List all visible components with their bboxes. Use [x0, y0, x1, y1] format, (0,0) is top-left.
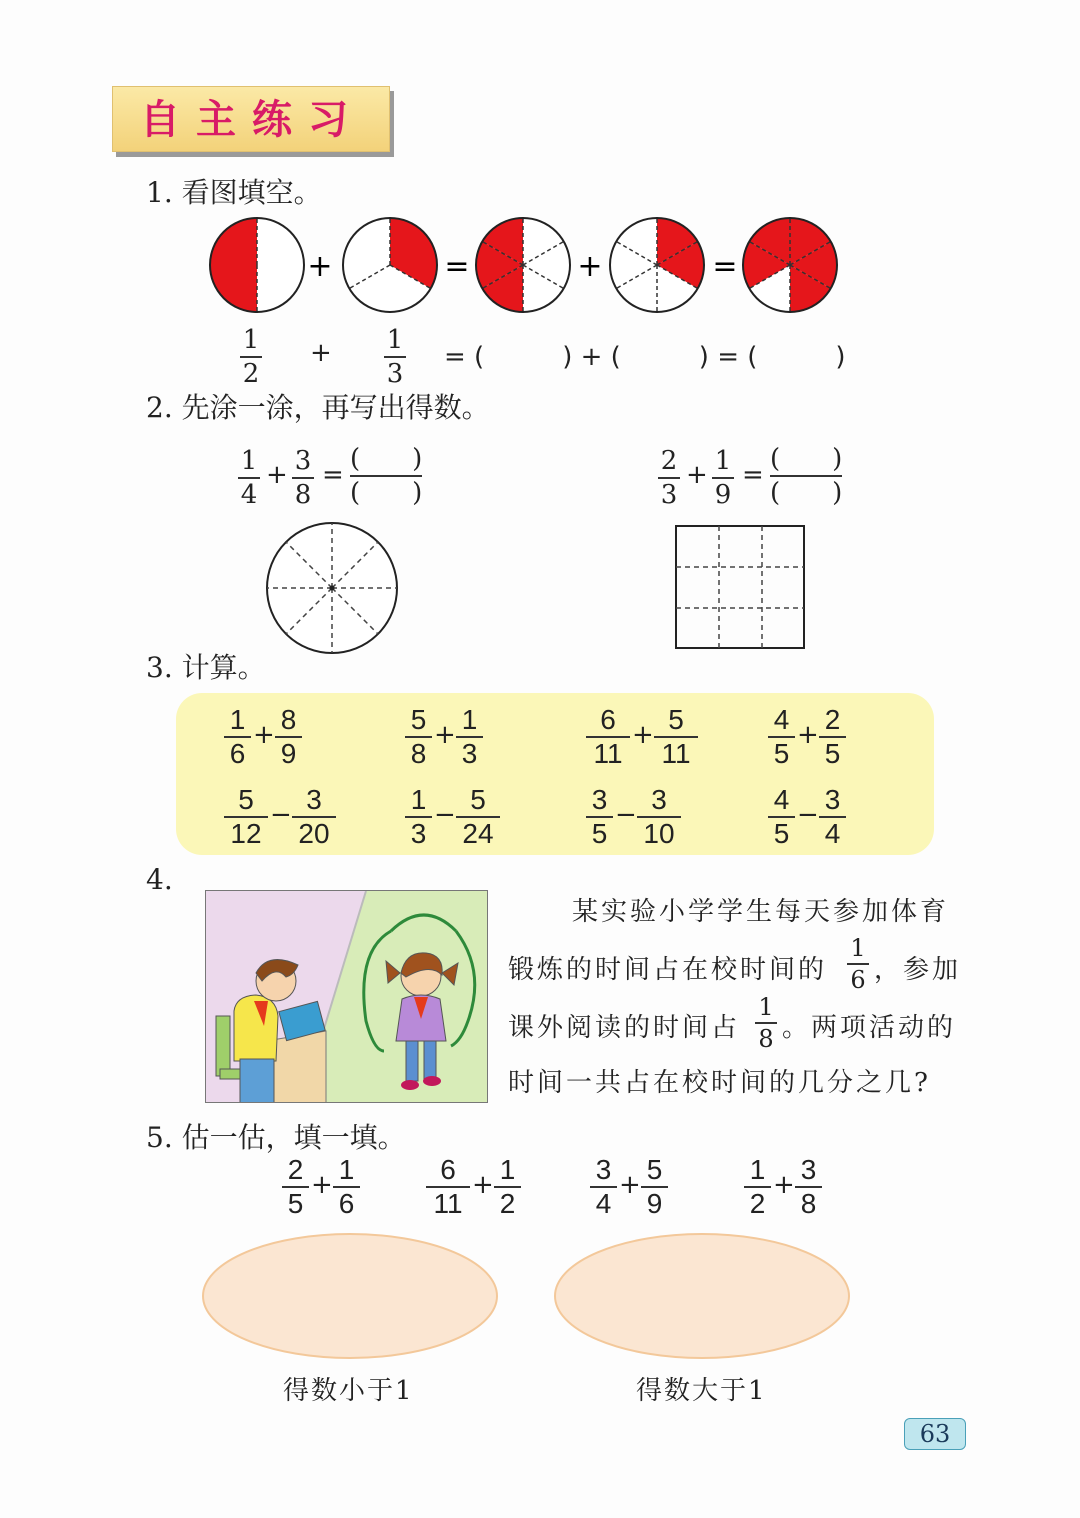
q3-row1-fraction-b: 2 5	[819, 706, 846, 768]
q4-text-line-3-start: 课外阅读的时间占	[508, 1013, 741, 1043]
q3-row2-fraction-b: 3 4	[819, 786, 846, 848]
q5-fraction-a: 1 2	[744, 1156, 771, 1218]
q1-fraction-one-half: 1 2	[240, 327, 262, 387]
q2-left-frac-a: 1 4	[238, 448, 260, 508]
q1-circle-sixths-a	[476, 218, 570, 312]
q5-fraction-b: 1 2	[494, 1156, 521, 1218]
q4-fraction-one-sixth: 1 6	[847, 936, 869, 992]
q5-fraction-b: 3 8	[795, 1156, 822, 1218]
q2-right-equals: =	[742, 460, 764, 490]
plus-sign: +	[577, 249, 603, 284]
q2-eighths-circle[interactable]	[262, 518, 402, 658]
question-1-label: 1. 看图填空。	[146, 176, 322, 209]
q2-ninths-grid[interactable]	[674, 524, 808, 652]
plus-sign: +	[797, 720, 819, 750]
q4-text-line-4: 时间一共占在校时间的几分之几?	[508, 1068, 931, 1098]
q3-row1-fraction-a: 5 8	[405, 706, 432, 768]
plus-sign: +	[307, 249, 333, 284]
q3-row1-fraction-b: 5 11	[654, 706, 698, 768]
q2-left-frac-b: 3 8	[292, 448, 314, 508]
q5-fraction-a: 2 5	[282, 1156, 309, 1218]
question-3-label: 3. 计算。	[146, 651, 266, 684]
q3-row2-fraction-a: 5 12	[224, 786, 268, 848]
minus-sign: −	[797, 800, 819, 830]
plus-sign: +	[434, 720, 456, 750]
minus-sign: −	[434, 800, 456, 830]
q2-left-equals: =	[322, 460, 344, 490]
q3-row2-fraction-a: 1 3	[405, 786, 432, 848]
q3-row2-fraction-a: 3 5	[586, 786, 613, 848]
q5-fraction-b: 5 9	[641, 1156, 668, 1218]
q2-right-plus: +	[686, 460, 708, 490]
equals-sign: =	[712, 249, 738, 284]
q2-left-answer[interactable]: ( ) ( )	[350, 444, 423, 508]
plus-sign: +	[632, 720, 654, 750]
q3-row1-fraction-a: 4 5	[768, 706, 795, 768]
q1-answer-blanks: = ( ) + ( ) = ( )	[444, 342, 846, 372]
q3-row1-fraction-a: 6 11	[586, 706, 630, 768]
q2-right-frac-b: 1 9	[712, 448, 734, 508]
q3-row2-fraction-b: 3 20	[292, 786, 336, 848]
q1-plus: +	[310, 338, 332, 368]
reading-and-rope-skipping-illustration	[205, 890, 488, 1103]
q4-text-line-1: 某实验小学学生每天参加体育	[572, 897, 950, 927]
q3-row1-fraction-a: 1 6	[224, 706, 251, 768]
q1-fraction-one-third: 1 3	[384, 327, 406, 387]
q5-fraction-b: 1 6	[333, 1156, 360, 1218]
shaded-wedge	[210, 218, 257, 312]
q4-text-line-2-end: ，参加	[874, 955, 962, 985]
q5-fraction-a: 6 11	[426, 1156, 470, 1218]
minus-sign: −	[270, 800, 292, 830]
question-4-label: 4.	[146, 863, 173, 896]
answer-less-than-one-ellipse[interactable]	[200, 1232, 500, 1362]
less-than-one-label: 得数小于1	[283, 1376, 414, 1406]
q4-text-line-3-end: 。两项活动的	[782, 1013, 957, 1043]
question-5-label: 5. 估一估，填一填。	[146, 1121, 406, 1154]
plus-sign: +	[619, 1170, 641, 1200]
q1-circle-sixths-b	[610, 218, 704, 312]
q1-circle-third	[343, 218, 437, 312]
answer-greater-than-one-ellipse[interactable]	[552, 1232, 852, 1362]
q3-row2-fraction-a: 4 5	[768, 786, 795, 848]
q4-fraction-one-eighth: 1 8	[755, 995, 777, 1051]
q3-row1-fraction-b: 1 3	[456, 706, 483, 768]
plus-sign: +	[311, 1170, 333, 1200]
question-2-label: 2. 先涂一涂，再写出得数。	[146, 391, 490, 424]
q1-circle-sixths-c	[743, 218, 837, 312]
plus-sign: +	[773, 1170, 795, 1200]
greater-than-one-label: 得数大于1	[636, 1376, 767, 1406]
minus-sign: −	[615, 800, 637, 830]
q3-row2-fraction-b: 3 10	[637, 786, 681, 848]
plus-sign: +	[253, 720, 275, 750]
equals-sign: =	[444, 249, 470, 284]
q2-left-plus: +	[266, 460, 288, 490]
section-title: 自主练习	[140, 97, 364, 143]
q5-fraction-a: 3 4	[590, 1156, 617, 1218]
q2-right-answer[interactable]: ( ) ( )	[770, 444, 843, 508]
page-number: 63	[904, 1418, 966, 1450]
q1-circle-half	[210, 218, 304, 312]
q3-row1-fraction-b: 8 9	[275, 706, 302, 768]
q2-right-frac-a: 2 3	[658, 448, 680, 508]
q4-text-line-2-start: 锻炼的时间占在校时间的	[508, 955, 828, 985]
q1-circle-diagram	[200, 210, 860, 320]
q3-row2-fraction-b: 5 24	[456, 786, 500, 848]
plus-sign: +	[472, 1170, 494, 1200]
